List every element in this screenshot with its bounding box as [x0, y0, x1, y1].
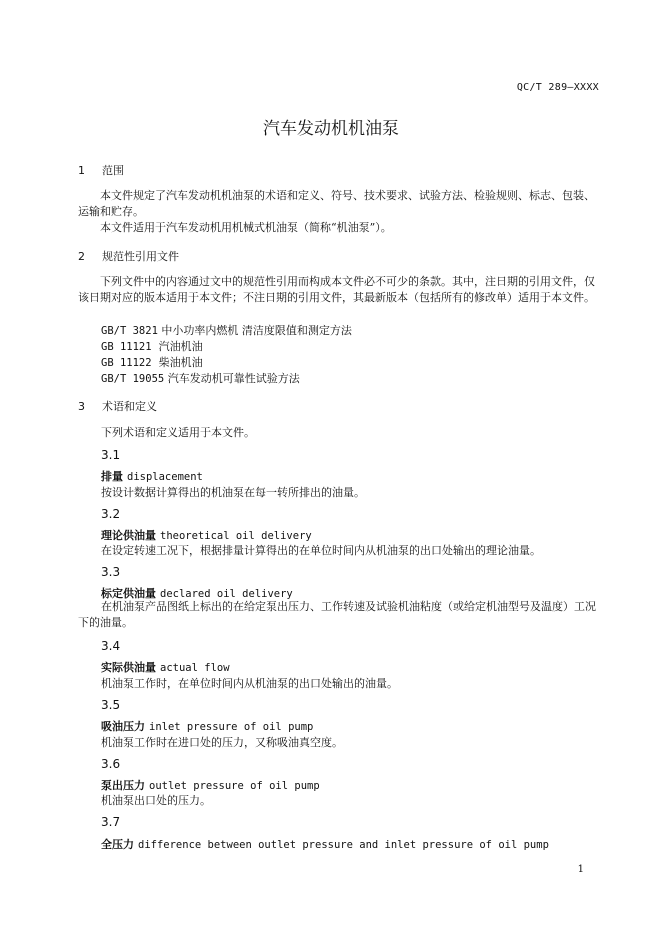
term-entry — [101, 718, 313, 734]
term-chinese: 吸油压力 — [101, 720, 145, 733]
paragraph-scope-2: 本文件适用于汽车发动机用机械式机油泵（简称“机油泵”）。 — [100, 221, 392, 234]
clause-number: 3.6 — [101, 757, 121, 771]
paragraph-references-intro: 下列文件中的内容通过文中的规范性引用而构成本文件必不可少的条款。其中，注日期的引用文件，仅该日期对应的版本适用于本文件；不注日期的引用文件，其最新版本（包括所有的修改单）适用于本文件。 — [78, 275, 595, 304]
clause-number: 3.7 — [101, 815, 121, 829]
term-chinese: 标定供油量 — [101, 587, 156, 600]
term-english: displacement — [127, 471, 203, 483]
term-english: difference between outlet pressure and inlet pressure of oil pump — [138, 839, 549, 851]
term-entry — [101, 777, 320, 793]
term-chinese: 泵出压力 — [101, 779, 145, 792]
term-entry — [101, 836, 549, 852]
reference-code: GB/T 19055 — [101, 373, 165, 385]
term-definition: 在机油泵产品图纸上标出的在给定泵出压力、工作转速及试验机油粘度（或给定机油型号及温度）工况下的油量。 — [78, 600, 596, 629]
term-entry — [101, 659, 230, 675]
reference-name: 汽油机油 — [158, 340, 203, 353]
clause-number: 3.2 — [101, 507, 121, 521]
reference-name: 中小功率内燃机 清洁度限值和测定方法 — [161, 324, 352, 337]
term-chinese: 排量 — [101, 470, 123, 483]
reference-item — [101, 322, 352, 338]
reference-code: GB/T 3821 — [101, 325, 158, 337]
reference-code: GB 11121 — [101, 341, 152, 353]
standard-number: QC/T 289—XXXX — [516, 82, 599, 93]
term-definition: 机油泵工作时，在单位时间内从机油泵的出口处输出的油量。 — [101, 677, 398, 690]
term-english: declared oil delivery — [160, 588, 293, 600]
reference-code: GB 11122 — [101, 357, 152, 369]
page-number: 1 — [577, 864, 584, 875]
term-english: theoretical oil delivery — [160, 530, 312, 542]
reference-item — [101, 354, 203, 370]
reference-name: 柴油机油 — [158, 356, 203, 369]
term-english: actual flow — [160, 662, 230, 674]
term-definition: 机油泵工作时在进口处的压力，又称吸油真空度。 — [101, 736, 343, 749]
term-definition: 机油泵出口处的压力。 — [101, 794, 211, 807]
clause-number: 3.1 — [101, 448, 121, 462]
section-title: 术语和定义 — [102, 400, 157, 413]
term-english: inlet pressure of oil pump — [149, 721, 314, 733]
clause-number: 3.5 — [101, 698, 121, 712]
term-definition: 在设定转速工况下，根据排量计算得出的在单位时间内从机油泵的出口处输出的理论油量。 — [101, 544, 541, 557]
reference-item — [101, 370, 300, 386]
section-heading-normative-references — [78, 248, 179, 264]
term-chinese: 理论供油量 — [101, 529, 156, 542]
paragraph-terms-intro: 下列术语和定义适用于本文件。 — [101, 426, 255, 439]
term-chinese: 实际供油量 — [101, 661, 156, 674]
section-title: 范围 — [102, 164, 124, 177]
section-title: 规范性引用文件 — [102, 250, 179, 263]
term-english: outlet pressure of oil pump — [149, 780, 320, 792]
paragraph-scope-1: 本文件规定了汽车发动机机油泵的术语和定义、符号、技术要求、试验方法、检验规则、标志、包装、运输和贮存。 — [78, 189, 595, 218]
section-number: 1 — [78, 164, 85, 177]
section-heading-scope — [78, 162, 124, 178]
section-number: 2 — [78, 250, 85, 263]
clause-number: 3.3 — [101, 565, 121, 579]
term-chinese: 全压力 — [101, 838, 134, 851]
reference-name: 汽车发动机可靠性试验方法 — [167, 372, 300, 385]
document-title: 汽车发动机机油泵 — [263, 119, 399, 139]
section-number: 3 — [78, 400, 85, 413]
clause-number: 3.4 — [101, 639, 121, 653]
term-entry — [101, 468, 203, 484]
section-heading-terms-definitions — [78, 398, 157, 414]
term-entry — [101, 527, 312, 543]
term-definition: 按设计数据计算得出的机油泵在每一转所排出的油量。 — [101, 486, 365, 499]
reference-item — [101, 338, 203, 354]
